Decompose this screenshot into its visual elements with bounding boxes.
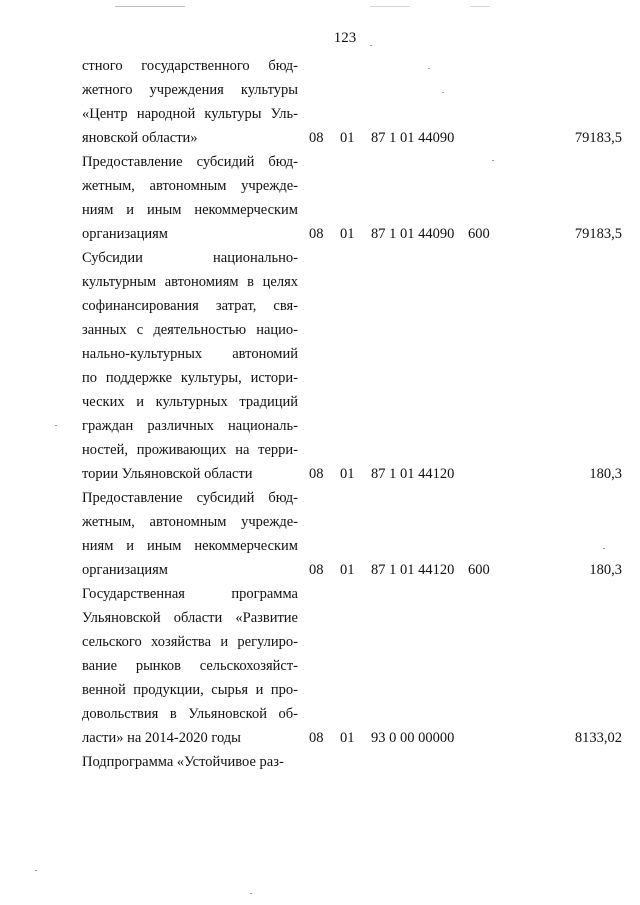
description-line: яновской области»: [82, 130, 198, 146]
amount-value: 79183,5: [574, 226, 622, 242]
scan-speck: [55, 425, 57, 426]
scan-speck: [603, 548, 605, 549]
description-line: Государственная программа: [82, 586, 298, 602]
row-codes: [82, 126, 622, 150]
description-line: Предоставление субсидий бюд-: [82, 490, 298, 506]
scan-speck: [35, 870, 37, 871]
scan-artifact-line: [370, 6, 410, 7]
table-row: [82, 246, 622, 486]
description-line: организациям: [82, 226, 168, 242]
amount-value: 8133,02: [574, 730, 622, 746]
description-line: жетным, автономным учрежде-: [82, 514, 298, 530]
scan-speck: [442, 92, 444, 93]
row-codes: [82, 222, 622, 246]
row-codes: [82, 462, 622, 486]
row-description: [82, 582, 298, 750]
section-code: 08: [309, 730, 324, 746]
description-line: организациям: [82, 562, 168, 578]
description-line: ниям и иным некоммерческим: [82, 538, 298, 554]
row-codes: [82, 558, 622, 582]
table-row: [82, 54, 622, 150]
description-line: софинансирования затрат, свя-: [82, 298, 298, 314]
description-line: вание рынков сельскохозяйст-: [82, 658, 298, 674]
subsection-code: 01: [340, 130, 355, 146]
subsection-code: 01: [340, 730, 355, 746]
description-line: ческих и культурных традиций: [82, 394, 298, 410]
page-number: 123: [333, 30, 357, 46]
amount-value: 180,3: [589, 562, 622, 578]
description-line: жетного учреждения культуры: [82, 82, 298, 98]
amount-value: 79183,5: [574, 130, 622, 146]
subsection-code: 01: [340, 226, 355, 242]
expense-type-code: 600: [468, 562, 490, 578]
table-row: [82, 486, 622, 582]
description-line: ласти» на 2014-2020 годы: [82, 730, 241, 746]
section-code: 08: [309, 562, 324, 578]
description-line: сельского хозяйства и регулиро-: [82, 634, 298, 650]
description-line: по поддержке культуры, истори-: [82, 370, 298, 386]
target-article-code: 93 0 00 00000: [371, 730, 455, 746]
description-line: стного государственного бюд-: [82, 58, 298, 74]
description-line: нально-культурных автономий: [82, 346, 298, 362]
description-line: Предоставление субсидий бюд-: [82, 154, 298, 170]
table-row: [82, 582, 622, 750]
row-codes: [82, 726, 622, 750]
description-line: Субсидии национально-: [82, 250, 298, 266]
description-line: тории Ульяновской области: [82, 466, 253, 482]
scan-speck: [250, 893, 252, 894]
section-code: 08: [309, 226, 324, 242]
target-article-code: 87 1 01 44120: [371, 562, 455, 578]
table-row: [82, 750, 622, 774]
target-article-code: 87 1 01 44090: [371, 130, 455, 146]
amount-value: 180,3: [589, 466, 622, 482]
row-description: [82, 246, 298, 486]
target-article-code: 87 1 01 44120: [371, 466, 455, 482]
scan-artifact-line: [115, 6, 185, 7]
description-line: жетным, автономным учрежде-: [82, 178, 298, 194]
subsection-code: 01: [340, 466, 355, 482]
description-line: Ульяновской области «Развитие: [82, 610, 298, 626]
expense-type-code: 600: [468, 226, 490, 242]
section-code: 08: [309, 130, 324, 146]
scan-speck: [492, 160, 494, 161]
description-line: граждан различных националь-: [82, 418, 298, 434]
description-line: Подпрограмма «Устойчивое раз-: [82, 754, 284, 770]
description-line: венной продукции, сырья и про-: [82, 682, 298, 698]
description-line: довольствия в Ульяновской об-: [82, 706, 298, 722]
subsection-code: 01: [340, 562, 355, 578]
description-line: культурным автономиям в целях: [82, 274, 298, 290]
description-line: «Центр народной культуры Уль-: [82, 106, 298, 122]
scan-artifact-line: [470, 6, 490, 7]
description-line: ностей, проживающих на терри-: [82, 442, 298, 458]
description-line: ниям и иным некоммерческим: [82, 202, 298, 218]
row-codes: [82, 750, 622, 774]
scan-speck: [428, 68, 430, 69]
section-code: 08: [309, 466, 324, 482]
scan-speck: [370, 45, 372, 46]
description-line: занных с деятельностью нацио-: [82, 322, 298, 338]
table-row: [82, 150, 622, 246]
target-article-code: 87 1 01 44090: [371, 226, 455, 242]
